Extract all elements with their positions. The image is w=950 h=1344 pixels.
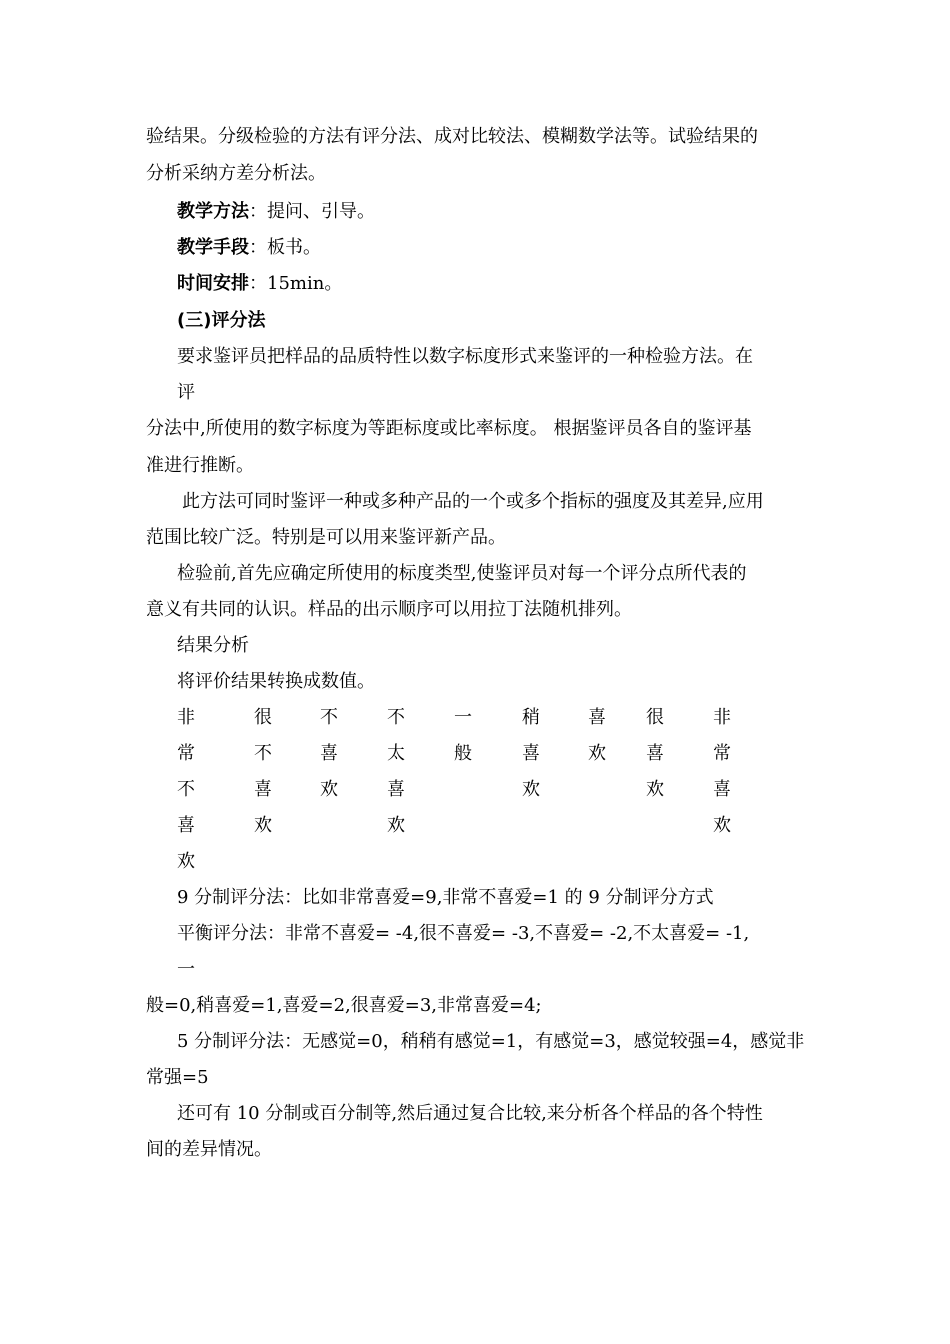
five-point-line-1: 5 分制评分法：无感觉=0，稍稍有感觉=1，有感觉=3，感觉较强=4，感觉非 bbox=[177, 1031, 805, 1052]
scale-cell: 欢 bbox=[177, 851, 195, 872]
nine-point-line: 9 分制评分法：比如非常喜爱=9,非常不喜爱=1 的 9 分制评分方式 bbox=[177, 887, 714, 908]
definition-line-2: 评 bbox=[177, 382, 195, 403]
teaching-method-label: 教学方法 bbox=[177, 201, 249, 222]
scale-cell: 太 bbox=[387, 743, 405, 764]
five-point-line-2: 常强=5 bbox=[146, 1067, 209, 1088]
scale-cell: 喜 bbox=[387, 779, 405, 800]
scale-cell: 喜 bbox=[320, 743, 338, 764]
scale-cell: 喜 bbox=[713, 779, 731, 800]
time-arrangement-label: 时间安排 bbox=[177, 273, 249, 294]
scale-cell: 喜 bbox=[588, 707, 606, 728]
definition-line-3: 分法中,所使用的数字标度为等距标度或比率标度。 根据鉴评员各自的鉴评基 bbox=[146, 418, 752, 439]
teaching-means-label: 教学手段 bbox=[177, 237, 249, 258]
scale-cell: 欢 bbox=[713, 815, 731, 836]
scale-cell: 欢 bbox=[387, 815, 405, 836]
scale-cell: 非 bbox=[713, 707, 731, 728]
other-line-2: 间的差异情况。 bbox=[146, 1139, 272, 1160]
scale-cell: 欢 bbox=[522, 779, 540, 800]
balanced-line-2: 一 bbox=[177, 959, 195, 980]
scale-cell: 很 bbox=[254, 707, 272, 728]
scope-line-1: 此方法可同时鉴评一种或多种产品的一个或多个指标的强度及其差异,应用 bbox=[182, 491, 764, 512]
scale-cell: 喜 bbox=[646, 743, 664, 764]
balanced-line-1: 平衡评分法：非常不喜爱= -4,很不喜爱= -3,不喜爱= -2,不太喜爱= -1, bbox=[177, 923, 750, 944]
scale-cell: 稍 bbox=[522, 707, 540, 728]
scale-cell: 不 bbox=[254, 743, 272, 764]
time-arrangement bbox=[177, 272, 342, 296]
scale-cell: 欢 bbox=[254, 815, 272, 836]
convert-line: 将评价结果转换成数值。 bbox=[177, 671, 375, 692]
scale-cell: 很 bbox=[646, 707, 664, 728]
scale-cell: 不 bbox=[387, 707, 405, 728]
scale-cell: 欢 bbox=[320, 779, 338, 800]
teaching-means bbox=[177, 236, 321, 260]
scope-line-2: 范围比较广泛。特别是可以用来鉴评新产品。 bbox=[146, 527, 506, 548]
preparation-line-2: 意义有共同的认识。样品的出示顺序可以用拉丁法随机排列。 bbox=[146, 599, 632, 620]
intro-line-1: 验结果。分级检验的方法有评分法、成对比较法、模糊数学法等。试验结果的 bbox=[146, 126, 758, 147]
preparation-line-1: 检验前,首先应确定所使用的标度类型,使鉴评员对每一个评分点所代表的 bbox=[177, 563, 747, 584]
scale-cell: 非 bbox=[177, 707, 195, 728]
scale-cell: 常 bbox=[713, 743, 731, 764]
scale-cell: 喜 bbox=[522, 743, 540, 764]
scale-cell: 不 bbox=[320, 707, 338, 728]
scale-cell: 般 bbox=[454, 743, 472, 764]
scale-cell: 欢 bbox=[588, 743, 606, 764]
balanced-line-3: 般=0,稍喜爱=1,喜爱=2,很喜爱=3,非常喜爱=4; bbox=[146, 995, 542, 1016]
intro-line-2: 分析采纳方差分析法。 bbox=[146, 163, 326, 184]
definition-line-4: 准进行推断。 bbox=[146, 455, 254, 476]
other-line-1: 还可有 10 分制或百分制等,然后通过复合比较,来分析各个样品的各个特性 bbox=[177, 1103, 763, 1124]
scale-cell: 欢 bbox=[646, 779, 664, 800]
definition-line-1: 要求鉴评员把样品的品质特性以数字标度形式来鉴评的一种检验方法。在 bbox=[177, 346, 753, 367]
scale-cell: 常 bbox=[177, 743, 195, 764]
teaching-method bbox=[177, 200, 375, 224]
time-arrangement-value: ：15min。 bbox=[249, 273, 343, 294]
analysis-heading: 结果分析 bbox=[177, 635, 249, 656]
scale-cell: 一 bbox=[454, 707, 472, 728]
teaching-method-value: ：提问、引导。 bbox=[249, 201, 375, 222]
scale-cell: 喜 bbox=[254, 779, 272, 800]
scale-cell: 喜 bbox=[177, 815, 195, 836]
teaching-means-value: ：板书。 bbox=[249, 237, 321, 258]
section-title: (三)评分法 bbox=[177, 310, 266, 331]
scale-cell: 不 bbox=[177, 779, 195, 800]
